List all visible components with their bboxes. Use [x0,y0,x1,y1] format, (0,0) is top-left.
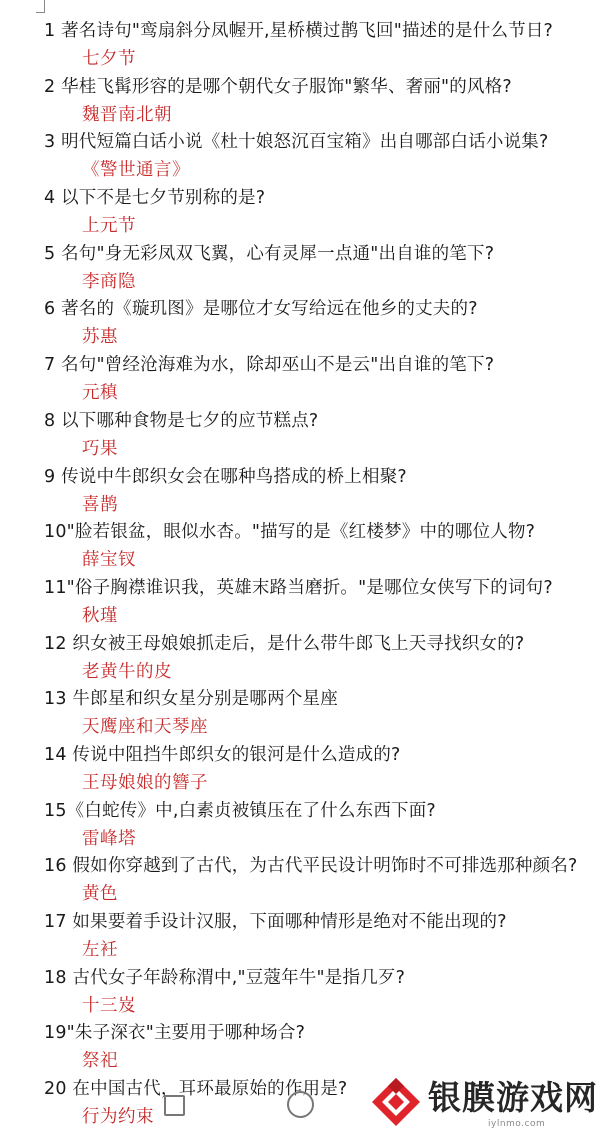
qa-item [0,964,600,1020]
answer-text: 喜鹊 [82,494,118,515]
qa-item [0,685,600,741]
qa-item [0,741,600,797]
answer-text: 苏惠 [82,327,118,348]
qa-item [0,351,600,407]
question-text: 20 在中国古代，耳环最原始的作用是? [44,1079,348,1100]
answer-text: 黄色 [82,884,118,905]
answer-text: 上元节 [82,216,136,237]
qa-item [0,73,600,129]
question-text: 2 华桂飞髯形容的是哪个朝代女子服饰"繁华、奢丽"的风格? [44,76,512,97]
answer-text: 巧果 [82,438,118,459]
qa-item [0,295,600,351]
qa-item [0,797,600,853]
question-text: 18 古代女子年龄称渭中,"豆蔻年牛"是指几歹? [44,967,406,988]
watermark-brand: 银膜游戏网 [428,1078,598,1117]
page-corner-mark [36,0,45,13]
answer-text: 七夕节 [82,49,136,69]
question-text: 14 传说中阻挡牛郎织女的银河是什么造成的? [44,744,401,765]
question-text: 17 如果要着手设计汉服，下面哪种情形是绝对不能出现的? [44,912,507,932]
answer-text: 左衽 [82,940,118,960]
qa-item [0,1019,600,1075]
question-text: 9 传说中牛郎织女会在哪种鸟搭成的桥上相聚? [44,466,407,487]
question-text: 1 著名诗句"鸾扇斜分凤幄开,星桥横过鹊飞回"描述的是什么节日? [44,21,554,41]
answer-text: 天鹰座和天琴座 [82,717,208,738]
qa-item [0,574,600,630]
answer-text: 薛宝钗 [82,550,136,571]
question-text: 5 名句"身无彩凤双飞翼，心有灵犀一点通"出自谁的笔下? [44,243,495,264]
qa-item [0,240,600,296]
qa-item [0,908,600,964]
qa-item [0,407,600,463]
question-text: 8 以下哪种食物是七夕的应节糕点? [44,410,319,431]
question-text: 10"脸若银盆，眼似水杏。"描写的是《红楼梦》中的哪位人物? [44,522,536,543]
qa-item [0,518,600,574]
question-text: 6 著名的《璇玑图》是哪位才女写给远在他乡的丈夫的? [44,299,478,320]
question-text: 13 牛郎星和织女星分别是哪两个星座 [44,689,338,710]
qa-item [0,17,600,73]
question-text: 4 以下不是七夕节别称的是? [44,188,266,209]
answer-text: 魏晋南北朝 [82,104,172,125]
watermark-url: iylnmo.com [488,1119,546,1129]
qa-item [0,852,600,908]
answer-text: 祭祀 [82,1051,118,1072]
answer-text: 十三岌 [82,995,136,1016]
answer-text: 老黄牛的皮 [82,661,172,682]
question-text: 15《白蛇传》中,白素贞被镇压在了什么东西下面? [44,800,436,821]
answer-text: 秋瑾 [82,605,118,626]
qa-item [0,184,600,240]
qa-item [0,128,600,184]
qa-item [0,630,600,686]
question-text: 16 假如你穿越到了古代，为古代平民设计明饰时不可排选那种颜名? [44,856,578,877]
answer-text: 李商隐 [82,271,136,292]
watermark-logo [370,1074,600,1134]
home-button[interactable] [287,1091,314,1118]
answer-text: 雷峰塔 [82,828,136,849]
answer-text: 《警世通言》 [82,160,190,181]
quiz-document [0,17,600,1131]
qa-item [0,463,600,519]
diamond-logo-icon [370,1076,422,1128]
answer-text: 元稹 [82,383,118,404]
answer-text: 行为约束 [82,1107,154,1128]
recent-apps-button[interactable] [164,1095,185,1116]
question-text: 11"俗子胸襟谁识我，英雄末路当磨折。"是哪位女侠写下的词句? [44,577,553,598]
question-text: 3 明代短篇白话小说《杜十娘怒沉百宝箱》出自哪部白话小说集? [44,132,549,153]
question-text: 7 名句"曾经沧海难为水，除却巫山不是云"出自谁的笔下? [44,355,495,376]
answer-text: 王母娘娘的簪子 [82,772,208,793]
question-text: 12 织女被王母娘娘抓走后，是什么带牛郎飞上天寻找织女的? [44,633,525,654]
question-text: 19"朱子深衣"主要用于哪种场合? [44,1023,306,1044]
